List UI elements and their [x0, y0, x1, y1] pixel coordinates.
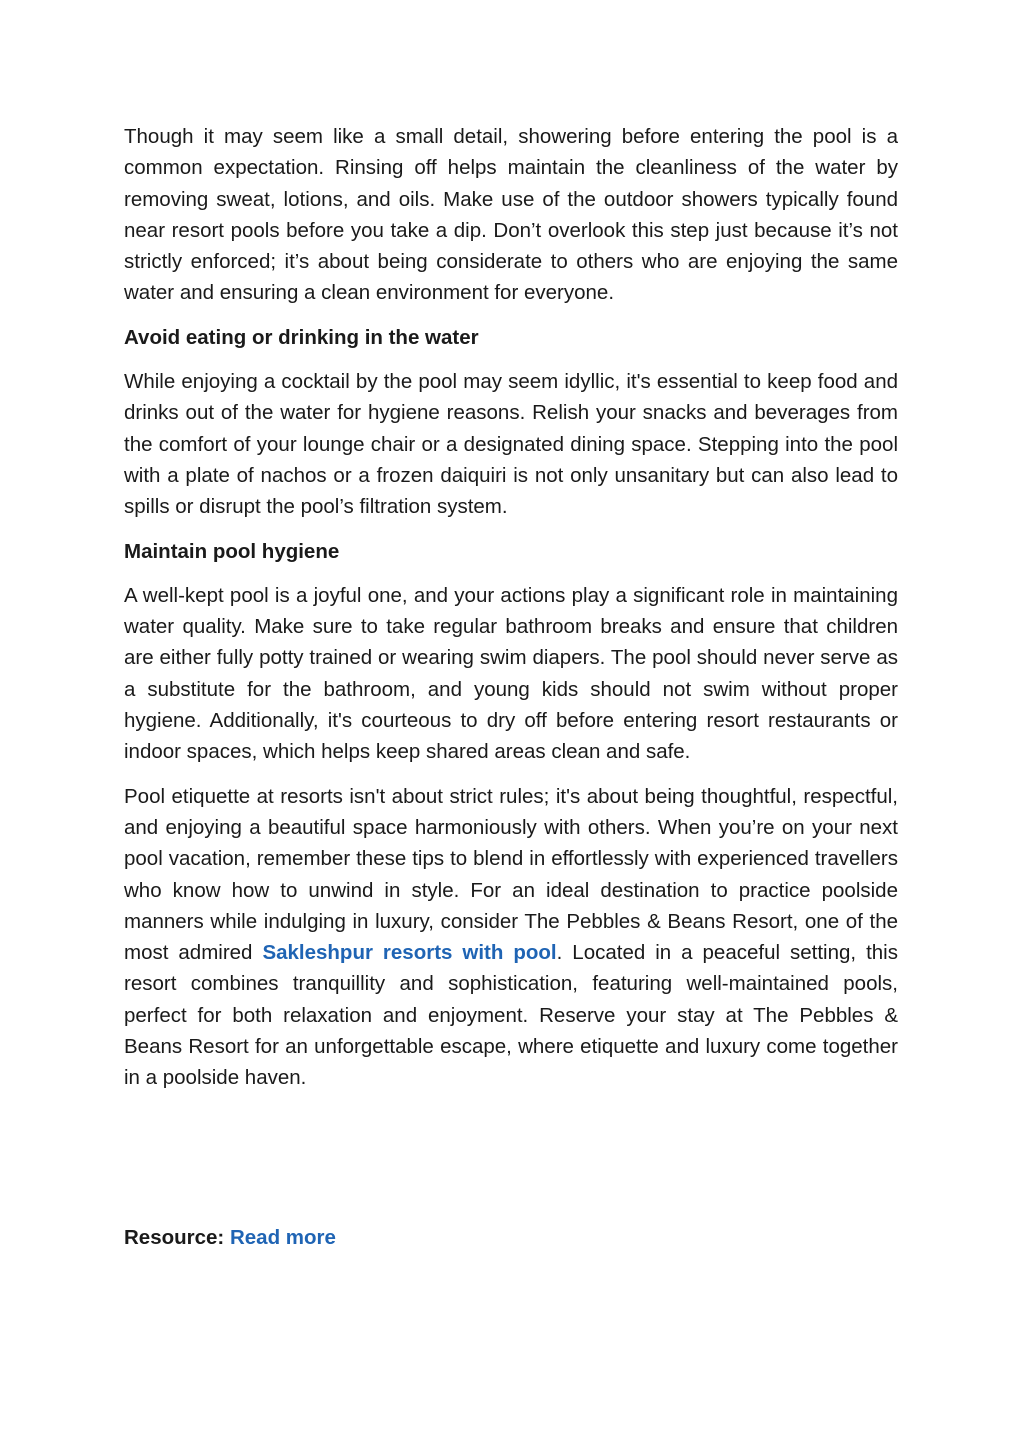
resource-line — [124, 1222, 336, 1253]
paragraph-eating: While enjoying a cocktail by the pool may seem idyllic, it's essential to keep food and drinks out of the water for hygiene reasons. Relish your snacks and beverages from the comfort of your lounge chair or a designated dining space. Stepping into the pool with a plate of nachos or a frozen daiquiri is not only unsanitary but can also lead to spills or disrupt the pool’s filtration system. — [124, 370, 898, 519]
conclusion-text-before-link: Pool etiquette at resorts isn't about strict rules; it's about being thoughtful, respectful, and enjoying a beautiful space harmoniously with others. When you’re on your next pool vacation, remember these tips to blend in effortlessly with experienced travellers who know how to unwind in style. For an ideal destination to practice poolside manners while indulging in luxury, consider The Pebbles & Beans Resort, one of the most admired — [124, 784, 898, 965]
paragraph-hygiene: A well-kept pool is a joyful one, and your actions play a significant role in maintaining water quality. Make sure to take regular bathroom breaks and ensure that children are either fully potty trained or wearing swim diapers. The pool should never serve as a substitute for the bathroom, and young kids should not swim without proper hygiene. Additionally, it's courteous to dry off before entering resort restaurants or indoor spaces, which helps keep shared areas clean and safe. — [124, 583, 898, 764]
paragraph-shower: Though it may seem like a small detail, showering before entering the pool is a common expectation. Rinsing off helps maintain the cleanliness of the water by removing sweat, lotions, and oils. Make use of the outdoor showers typically found near resort pools before you take a dip. Don’t overlook this step just because it’s not strictly enforced; it’s about being considerate to others who are enjoying the same water and ensuring a clean environment for everyone. — [124, 125, 898, 305]
document-body — [124, 121, 898, 1107]
heading-hygiene: Maintain pool hygiene — [124, 539, 340, 563]
resource-label: Resource: — [124, 1226, 225, 1249]
heading-eating: Avoid eating or drinking in the water — [124, 325, 479, 349]
sakleshpur-resorts-link[interactable]: Sakleshpur resorts with pool — [262, 941, 557, 965]
conclusion-text-after-link: . Located in a peaceful setting, this resort combines tranquillity and sophistication, featuring well-maintained pools, perfect for both relaxation and enjoyment. Reserve your stay at The Pebbles & Beans Resort for an unforgettable escape, where etiquette and luxury come together in a poolside haven. — [124, 941, 898, 1090]
read-more-link[interactable]: Read more — [229, 1226, 336, 1249]
paragraph-conclusion — [124, 781, 898, 1094]
